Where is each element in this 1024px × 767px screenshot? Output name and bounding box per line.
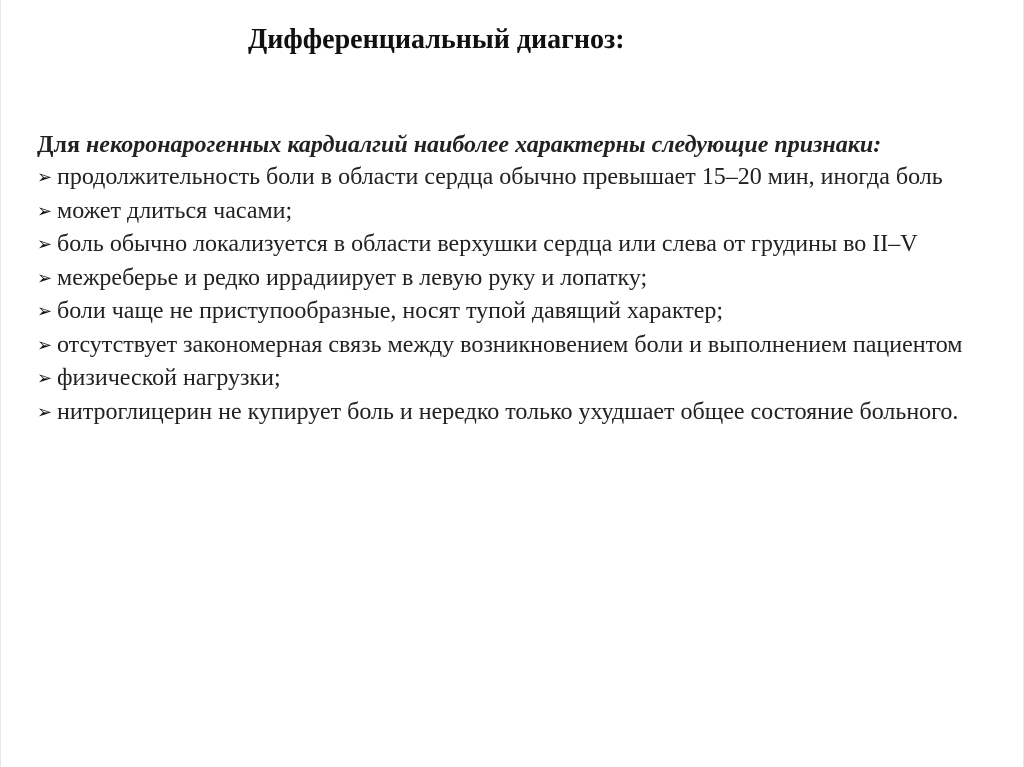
intro-italic: некоронарогенных кардиалгий наиболее характерны следующие признаки: <box>85 132 882 158</box>
intro-paragraph <box>37 130 977 161</box>
bullet-item <box>37 262 977 296</box>
bullet-item <box>37 396 977 430</box>
bullet-item <box>37 329 977 363</box>
bullet-item <box>37 228 977 262</box>
arrow-bullet-icon: ➢ <box>37 234 53 255</box>
bullet-text: продолжительность боли в области сердца обычно превышает 15–20 мин, иногда боль <box>57 164 943 190</box>
arrow-bullet-icon: ➢ <box>37 167 53 188</box>
bullet-text: отсутствует закономерная связь между возникновением боли и выполнением пациентом <box>57 331 963 358</box>
bullet-item <box>37 362 977 396</box>
bullet-item <box>37 195 977 229</box>
arrow-bullet-icon: ➢ <box>37 368 53 389</box>
bullet-text: боли чаще не приступообразные, носят тупой давящий характер; <box>57 298 724 324</box>
arrow-bullet-icon: ➢ <box>37 401 53 423</box>
arrow-bullet-icon: ➢ <box>37 200 53 222</box>
slide-content <box>37 130 977 429</box>
bullet-item <box>37 161 977 195</box>
bullet-text: нитроглицерин не купирует боль и нередко только ухудшает общее состояние больного. <box>57 398 959 425</box>
bullet-text: физической нагрузки; <box>57 365 281 391</box>
arrow-bullet-icon: ➢ <box>37 267 53 289</box>
bullet-text: может длиться часами; <box>57 197 293 224</box>
arrow-bullet-icon: ➢ <box>37 301 53 322</box>
intro-lead: Для <box>37 132 80 158</box>
slide-title: Дифференциальный диагноз: <box>248 24 625 55</box>
bullet-item <box>37 295 977 329</box>
bullet-text: межреберье и редко иррадиирует в левую руку и лопатку; <box>57 264 648 291</box>
bullet-text: боль обычно локализуется в области верхушки сердца или слева от грудины во II–V <box>57 231 918 257</box>
arrow-bullet-icon: ➢ <box>37 334 53 356</box>
